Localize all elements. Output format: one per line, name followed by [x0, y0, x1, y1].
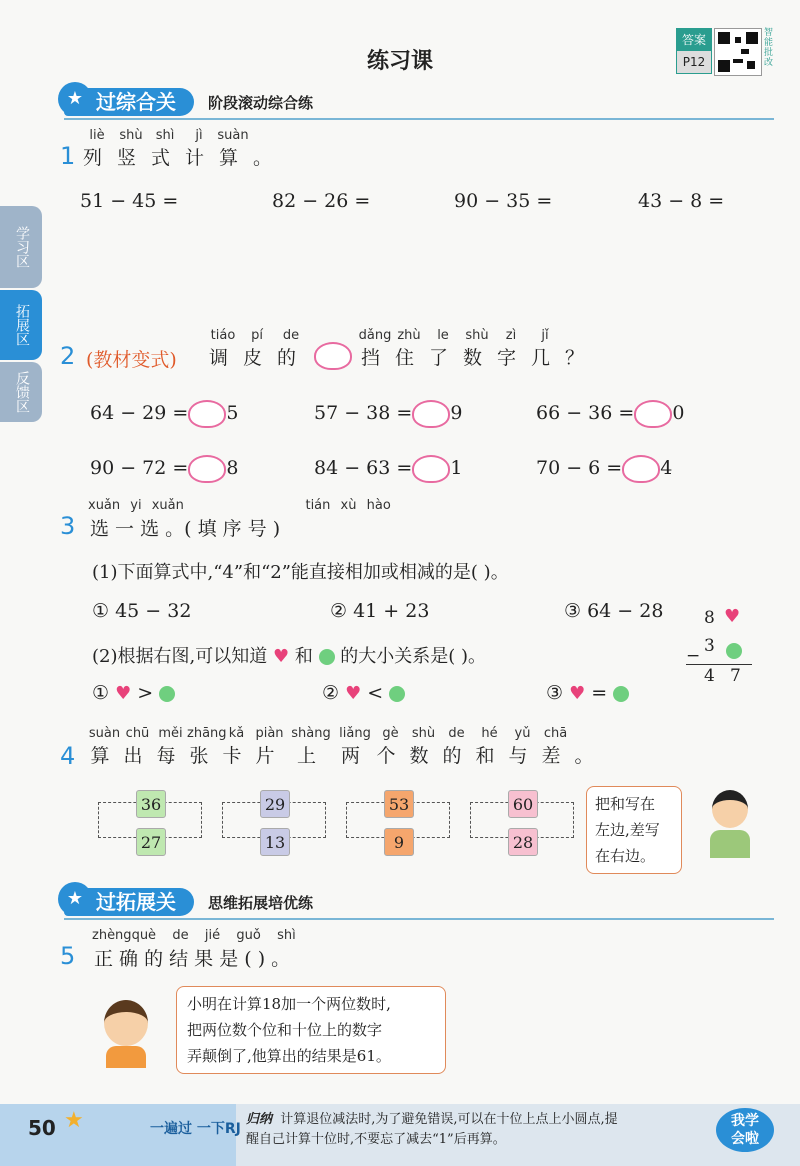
q3-prompt: 选 一 选 。( 填 序 号 )	[90, 518, 281, 540]
q2-row-1: 64 − 29 = 5	[90, 400, 238, 428]
story-bubble: 小明在计算18加一个两位数时, 把两位数个位和十位上的数字 弄颠倒了,他算出的结果是61。	[176, 986, 446, 1074]
question-number-3: 3	[60, 512, 76, 540]
number-card: 36 27	[98, 790, 202, 850]
q3-option-1-2[interactable]: ② 41 + 23	[330, 600, 430, 622]
q1-item-2: 82 − 26 =	[272, 190, 371, 212]
q3-option-2-1[interactable]: ① ♥ >	[92, 682, 175, 704]
page-title: 练习课	[366, 49, 433, 74]
cloud-icon	[188, 400, 226, 428]
q3-part2: (2)根据右图,可以知道 ♥ 和 的大小关系是( )。	[92, 646, 487, 667]
q2-prompt: tiáo 调 pí 皮 de 的 dǎng 挡 zhù 住 le 了 shù 数 zì 字 jǐ 几 ？	[208, 328, 593, 369]
side-tab-learn[interactable]: 学习区	[0, 206, 42, 288]
q4-prompt: suàn 算 chū 出 měi 每 zhāng 张 kǎ 卡 piàn 片 shàng 上 liǎng 两 gè 个 shù 数 de 的 hé 和 yǔ 与 chā 差 。	[88, 726, 603, 767]
question-number-2: 2	[60, 342, 76, 370]
heart-icon: ♥	[267, 646, 295, 667]
star-logo-icon: ★	[64, 1108, 84, 1133]
q3-part1: (1)下面算式中,“4”和“2”能直接相加或相减的是( )。	[92, 562, 509, 583]
q1-item-4: 43 − 8 =	[638, 190, 725, 212]
number-card: 53 9	[346, 790, 450, 850]
answer-label: 答案	[677, 29, 711, 51]
q1-item-3: 90 − 35 =	[454, 190, 553, 212]
q2-row-6: 70 − 6 = 4	[536, 455, 672, 483]
q2-row-3: 66 − 36 = 0	[536, 400, 684, 428]
section-header-2	[64, 888, 774, 920]
q5-prompt: 正 确 的 结 果 是 ( ) 。	[94, 948, 291, 970]
q3-option-2-3[interactable]: ③ ♥ =	[546, 682, 629, 704]
question-number-1: 1	[60, 142, 76, 170]
number-card: 60 28	[470, 790, 574, 850]
answer-box[interactable]	[676, 28, 712, 74]
side-tab-expand[interactable]: 拓展区	[0, 290, 42, 360]
section-subtitle-2: 思维拓展培优练	[208, 893, 314, 912]
learned-badge[interactable]: 我学 会啦	[716, 1108, 774, 1152]
section-badge-2: 过拓展关	[64, 888, 194, 916]
q2-row-2: 57 − 38 = 9	[314, 400, 462, 428]
cloud-icon	[622, 455, 660, 483]
q3-option-1-3[interactable]: ③ 64 − 28	[564, 600, 664, 622]
q3-option-2-2[interactable]: ② ♥ <	[322, 682, 405, 704]
section-subtitle-1: 阶段滚动综合练	[208, 93, 314, 112]
page-number: 50	[28, 1116, 56, 1140]
q2-tag: (教材变式)	[86, 349, 177, 371]
cloud-icon	[634, 400, 672, 428]
boy-avatar-icon	[100, 1000, 154, 1070]
q3-pinyin: xuǎn yi xuǎn tián xù hào	[88, 498, 391, 513]
q2-row-5: 84 − 63 = 1	[314, 455, 462, 483]
q5-pinyin: zhèngquè de jié guǒ shì	[92, 928, 296, 943]
q3-option-1-1[interactable]: ① 45 − 32	[92, 600, 192, 622]
number-card: 29 13	[222, 790, 326, 850]
question-number-5: 5	[60, 942, 76, 970]
footer-note: 归纳 计算退位减法时,为了避免错误,可以在十位上点上小圆点,提 醒自己计算十位时,不要忘了减去“1”后再算。	[246, 1112, 618, 1147]
mascot-star-icon: ★	[58, 882, 92, 916]
cloud-icon	[314, 342, 352, 370]
q2-row-4: 90 − 72 = 8	[90, 455, 238, 483]
side-tab-feedback[interactable]: 反馈区	[0, 362, 42, 422]
answer-page: P12	[677, 51, 711, 73]
green-dot-icon	[319, 649, 335, 665]
vertical-subtraction: 8 ♥ 3 − 4 7	[686, 606, 754, 690]
cloud-icon	[412, 400, 450, 428]
section-header-1	[64, 88, 774, 120]
section-badge-1: 过综合关	[64, 88, 194, 116]
boy-avatar-icon	[706, 790, 754, 860]
cloud-icon	[412, 455, 450, 483]
q1-item-1: 51 − 45 =	[80, 190, 179, 212]
q1-prompt: liè 列 shù 竖 shì 式 jì 计 suàn 算 。	[82, 128, 281, 169]
question-number-4: 4	[60, 742, 76, 770]
mascot-star-icon: ★	[58, 82, 92, 116]
vertical-label: 智能批改	[764, 28, 774, 68]
hint-bubble: 把和写在 左边,差写 在右边。	[586, 786, 682, 874]
qr-code-icon[interactable]	[714, 28, 762, 76]
brand-label: 一遍过 一下RJ	[150, 1121, 241, 1137]
cloud-icon	[188, 455, 226, 483]
